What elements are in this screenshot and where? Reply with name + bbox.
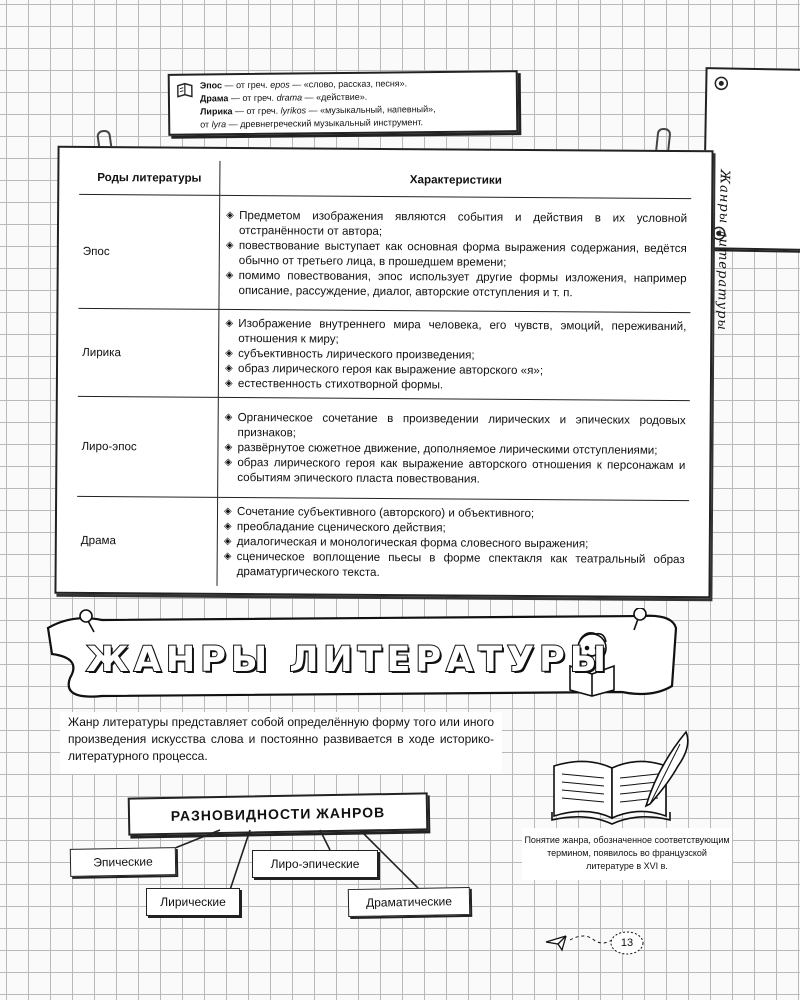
list-item: ◈ образ лирического героя как выражение авторского «я»; bbox=[224, 361, 544, 378]
diamond-bullet-icon: ◈ bbox=[223, 521, 232, 533]
pin-icon bbox=[80, 610, 92, 622]
list-item: ◈ Органическое сочетание в произведении лирических и эпических родовых признаков; bbox=[224, 410, 686, 440]
list-item: ◈ диалогическая и монологическая форма словесного выражения; bbox=[223, 535, 589, 551]
diamond-bullet-icon: ◈ bbox=[225, 269, 234, 281]
side-section-label: Жанры литературы bbox=[713, 169, 732, 332]
header-characteristics: Характеристики bbox=[220, 161, 692, 199]
genre-lyric: Лирические bbox=[146, 888, 240, 916]
side-section-card bbox=[702, 67, 800, 332]
list-item: ◈ повествование выступает как основная форма выражения содержания, ведётся обычно от третьего лица, в прошедшем времени; bbox=[225, 238, 687, 269]
diamond-bullet-icon: ◈ bbox=[225, 317, 234, 329]
diamond-bullet-icon: ◈ bbox=[225, 239, 234, 251]
genre-lyro-epic: Лиро-эпические bbox=[252, 850, 378, 878]
diamond-bullet-icon: ◈ bbox=[224, 411, 233, 423]
row-characteristics bbox=[218, 309, 690, 400]
genre-epic: Эпические bbox=[70, 847, 176, 877]
table-header-row bbox=[79, 160, 691, 199]
table-row bbox=[78, 194, 691, 312]
row-kind-name: Драма bbox=[77, 496, 218, 585]
list-item: ◈ помимо повествования, эпос использует другие формы изложения, например описание, рассуждение, диалог, авторские отступления и т. п. bbox=[225, 268, 687, 299]
diamond-bullet-icon: ◈ bbox=[223, 536, 232, 548]
list-item: ◈ естественность стихотворной формы. bbox=[224, 376, 444, 392]
list-item: ◈ Сочетание субъективного (авторского) и объективного; bbox=[223, 505, 535, 521]
row-kind-name: Лирика bbox=[78, 308, 219, 397]
diamond-bullet-icon: ◈ bbox=[224, 377, 233, 389]
table-row bbox=[77, 396, 690, 500]
list-item: ◈ преобладание сценического действия; bbox=[223, 520, 446, 535]
row-kind-name: Лиро-эпос bbox=[77, 396, 218, 497]
diamond-bullet-icon: ◈ bbox=[224, 456, 233, 468]
pin-icon-right bbox=[634, 608, 646, 620]
row-kind-name: Эпос bbox=[78, 194, 219, 309]
glossary-line-drama: Драма — от греч. drama — «действие». bbox=[199, 91, 368, 104]
page-number: 13 bbox=[620, 937, 634, 949]
list-item: ◈ Предметом изображения являются события и действия в их условной отстранённости от автора; bbox=[226, 208, 688, 238]
diamond-bullet-icon: ◈ bbox=[224, 362, 233, 374]
glossary-note bbox=[168, 70, 519, 136]
list-item: ◈ сценическое воплощение пьесы в форме спектакля как театральный образ драматургического текста. bbox=[223, 550, 685, 580]
glossary-line-lyra: от lyra — древнегреческий музыкальный инструмент. bbox=[200, 117, 424, 130]
literature-kinds-card bbox=[54, 146, 713, 599]
book-quill-illustration bbox=[546, 726, 696, 826]
genres-diagram-title: РАЗНОВИДНОСТИ ЖАНРОВ bbox=[128, 792, 429, 835]
genre-history-note: Понятие жанра, обозначенное соответствующим термином, появилось во французской литературе в XVI в. bbox=[522, 828, 732, 880]
header-kinds: Роды литературы bbox=[79, 160, 220, 195]
list-item: ◈ образ лирического героя как выражение авторского отношения к персонажам и событиям эпического пласта повествования. bbox=[224, 455, 686, 486]
row-characteristics bbox=[218, 397, 690, 500]
row-characteristics bbox=[217, 497, 689, 588]
book-icon bbox=[176, 82, 194, 100]
diamond-bullet-icon: ◈ bbox=[223, 551, 232, 563]
diamond-bullet-icon: ◈ bbox=[223, 506, 232, 518]
paper-plane-icon bbox=[544, 926, 614, 956]
target-icon bbox=[713, 75, 729, 91]
glossary-line-epos: Эпос — от греч. epos — «слово, рассказ, песня». bbox=[199, 78, 408, 91]
diamond-bullet-icon: ◈ bbox=[226, 209, 234, 221]
row-characteristics bbox=[219, 195, 691, 312]
list-item: ◈ субъективность лирического произведения; bbox=[225, 346, 475, 362]
table-row bbox=[78, 308, 691, 400]
genre-dramatic: Драматические bbox=[348, 887, 470, 917]
table-row bbox=[77, 496, 690, 588]
glossary-line-lyrics: Лирика — от греч. lyrikos — «музыкальный, напевный», bbox=[200, 104, 436, 117]
literature-kinds-table bbox=[77, 160, 692, 589]
list-item: ◈ Изображение внутреннего мира человека, его чувств, эмоций, переживаний, отношения к миру; bbox=[225, 316, 687, 346]
banner-title: ЖАНРЫ ЛИТЕРАТУРЫ bbox=[86, 640, 611, 680]
diamond-bullet-icon: ◈ bbox=[224, 441, 233, 453]
genre-definition: Жанр литературы представляет собой определённую форму того или иного произведения искусства слова и постоянно развивается в ходе историко-литературного процесса. bbox=[60, 712, 502, 774]
list-item: ◈ развёрнутое сюжетное движение, дополняемое лирическими отступлениями; bbox=[224, 440, 658, 457]
diamond-bullet-icon: ◈ bbox=[225, 347, 233, 359]
